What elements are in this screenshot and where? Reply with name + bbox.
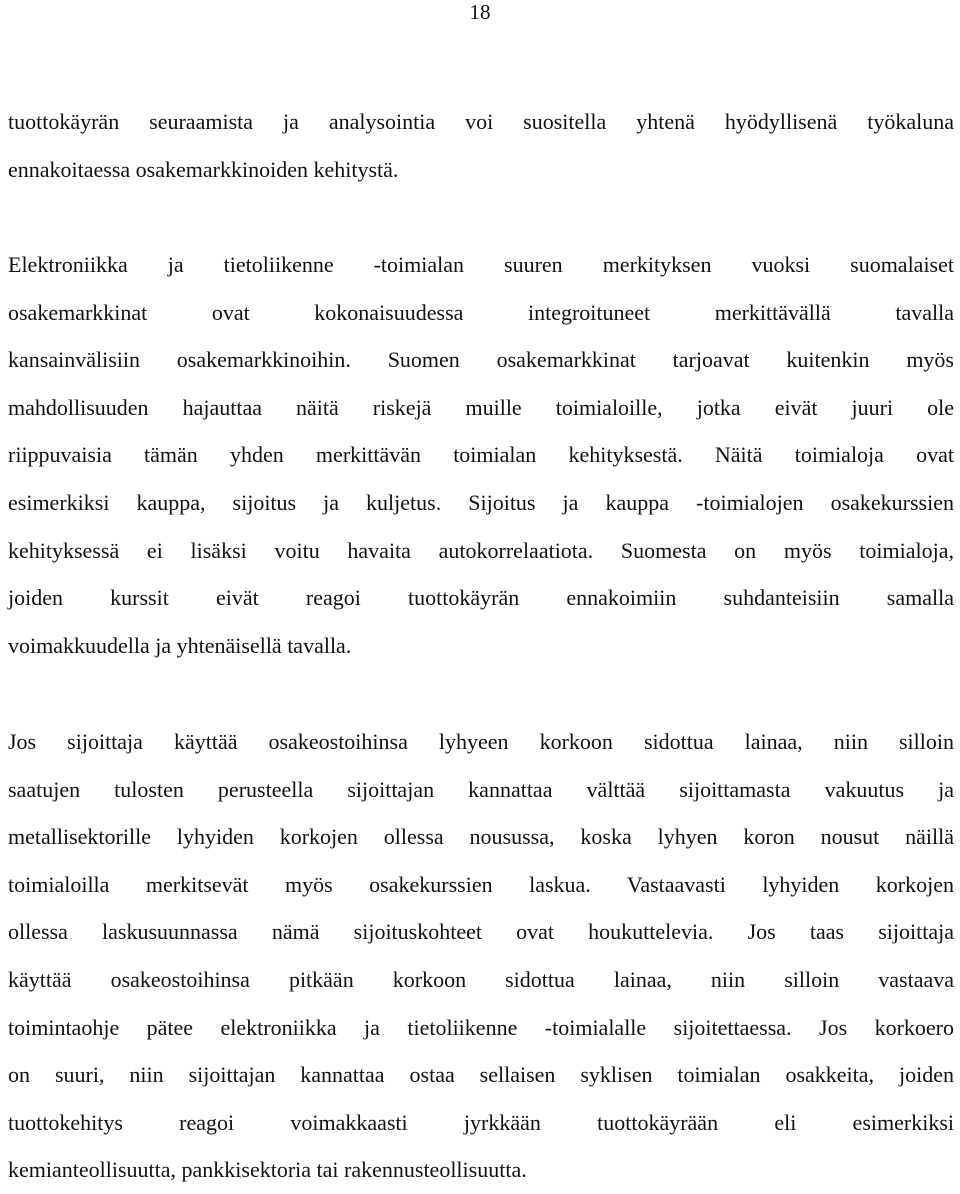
text-line: tuottokäyrän seuraamista ja analysointia voi suositella yhtenä hyödyllisenä työkaluna <box>8 109 954 134</box>
text-line: voimakkuudella ja yhtenäisellä tavalla. <box>8 632 352 658</box>
text-line: riippuvaisia tämän yhden merkittävän toimialan kehityksestä. Näitä toimialoja ovat <box>8 442 954 468</box>
paragraph-1 <box>8 98 954 193</box>
text-line: metallisektorille lyhyiden korkojen ollessa nousussa, koska lyhyen koron nousut näillä <box>8 824 954 850</box>
page-number: 18 <box>469 0 491 24</box>
text-line: ennakoitaessa osakemarkkinoiden kehitystä. <box>8 156 399 182</box>
text-line: kansainvälisiin osakemarkkinoihin. Suomen osakemarkkinat tarjoavat kuitenkin myös <box>8 347 954 373</box>
text-line: joiden kurssit eivät reagoi tuottokäyrän ennakoimiin suhdanteisiin samalla <box>8 585 954 611</box>
text-line: kehityksessä ei lisäksi voitu havaita autokorrelaatiota. Suomesta on myös toimialoja, <box>8 537 954 563</box>
text-line: osakemarkkinat ovat kokonaisuudessa integroituneet merkittävällä tavalla <box>8 299 954 325</box>
text-line: on suuri, niin sijoittajan kannattaa ostaa sellaisen syklisen toimialan osakkeita, joiden <box>8 1062 954 1088</box>
text-line: tuottokehitys reagoi voimakkaasti jyrkkään tuottokäyrään eli esimerkiksi <box>8 1109 954 1135</box>
text-line: Jos sijoittaja käyttää osakeostoihinsa lyhyeen korkoon sidottua lainaa, niin silloin <box>8 729 954 754</box>
text-line: käyttää osakeostoihinsa pitkään korkoon sidottua lainaa, niin silloin vastaava <box>8 966 954 992</box>
text-line: esimerkiksi kauppa, sijoitus ja kuljetus. Sijoitus ja kauppa -toimialojen osakekurssien <box>8 489 954 515</box>
text-line: toimialoilla merkitsevät myös osakekurssien laskua. Vastaavasti lyhyiden korkojen <box>8 871 954 897</box>
text-line: saatujen tulosten perusteella sijoittajan kannattaa välttää sijoittamasta vakuutus ja <box>8 776 954 802</box>
paragraph-2 <box>8 241 954 669</box>
text-line: kemianteollisuutta, pankkisektoria tai rakennusteollisuutta. <box>8 1157 527 1183</box>
text-line: toimintaohje pätee elektroniikka ja tietoliikenne -toimialalle sijoitettaessa. Jos korkoero <box>8 1014 954 1040</box>
text-line: Elektroniikka ja tietoliikenne -toimialan suuren merkityksen vuoksi suomalaiset <box>8 252 954 277</box>
text-line: mahdollisuuden hajauttaa näitä riskejä muille toimialoille, jotka eivät juuri ole <box>8 394 954 420</box>
text-line: ollessa laskusuunnassa nämä sijoituskohteet ovat houkuttelevia. Jos taas sijoittaja <box>8 919 954 945</box>
paragraph-3 <box>8 718 954 1194</box>
